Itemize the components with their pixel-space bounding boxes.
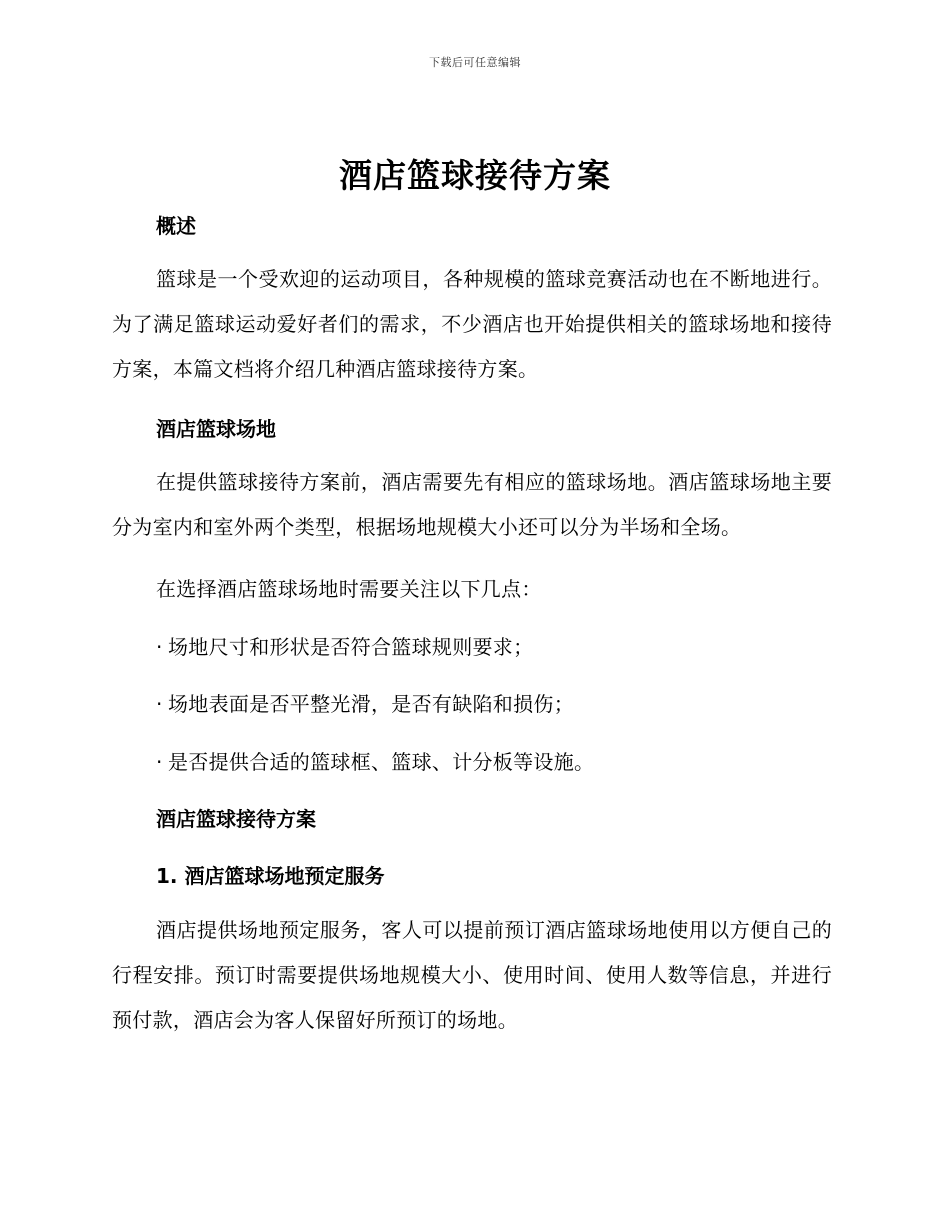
plan-heading: 酒店篮球接待方案 [156, 807, 316, 831]
plan-1-paragraph: 酒店提供场地预定服务，客人可以提前预订酒店篮球场地使用以方便自己的行程安排。预订时需要提供场地规模大小、使用时间、使用人数等信息，并进行预付款，酒店会为客人保留好所预订的场地。 [112, 918, 832, 1032]
venue-point-item [156, 631, 533, 660]
venue-points-intro: 在选择酒店篮球场地时需要关注以下几点： [156, 577, 542, 601]
venue-paragraph: 在提供篮球接待方案前，酒店需要先有相应的篮球场地。酒店篮球场地主要分为室内和室外两个类型，根据场地规模大小还可以分为半场和全场。 [112, 470, 832, 539]
overview-heading: 概述 [156, 214, 196, 238]
venue-point-text: 场地尺寸和形状是否符合篮球规则要求； [168, 635, 534, 659]
venue-point-item [156, 746, 594, 775]
venue-point-text: 场地表面是否平整光滑，是否有缺陷和损伤； [168, 692, 574, 716]
document-title: 酒店篮球接待方案 [339, 156, 611, 195]
overview-paragraph: 篮球是一个受欢迎的运动项目，各种规模的篮球竞赛活动也在不断地进行。为了满足篮球运动爱好者们的需求，不少酒店也开始提供相关的篮球场地和接待方案，本篇文档将介绍几种酒店篮球接待方案。 [112, 267, 832, 381]
bullet-icon: · [156, 750, 163, 774]
venue-point-item [156, 688, 574, 717]
plan-1-heading: 1. 酒店篮球场地预定服务 [156, 864, 385, 888]
page-header-note: 下载后可任意编辑 [429, 56, 521, 69]
venue-heading: 酒店篮球场地 [156, 417, 276, 441]
bullet-icon: · [156, 635, 163, 659]
bullet-icon: · [156, 692, 163, 716]
venue-point-text: 是否提供合适的篮球框、篮球、计分板等设施。 [168, 750, 595, 774]
